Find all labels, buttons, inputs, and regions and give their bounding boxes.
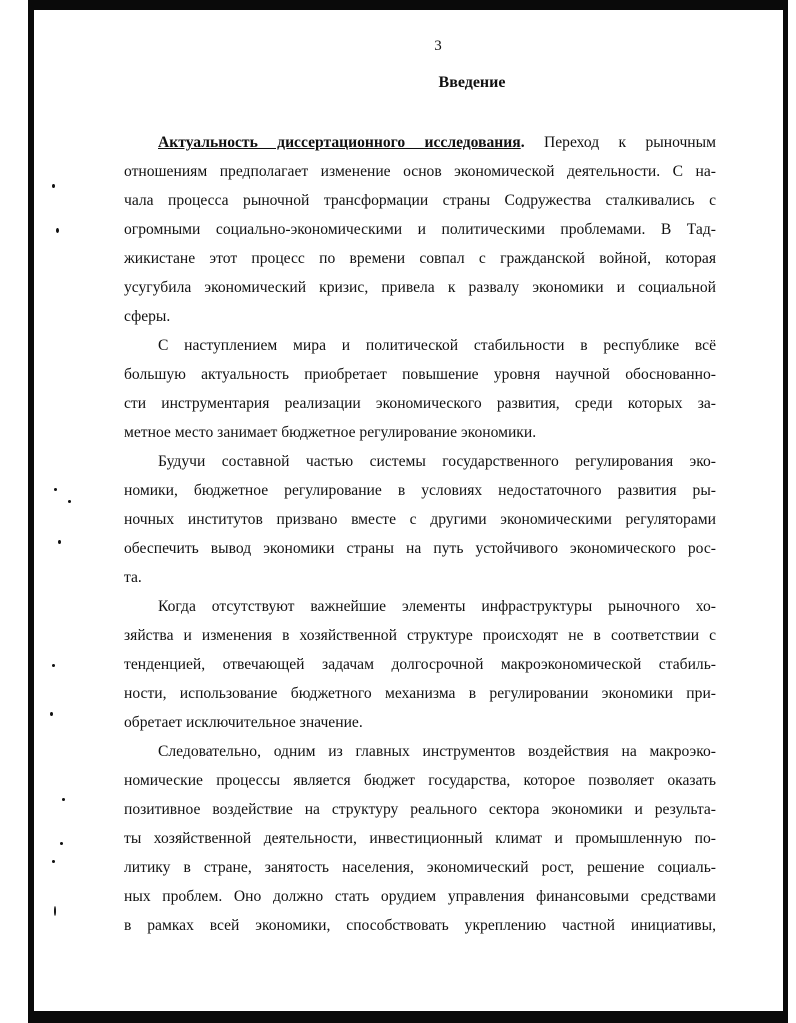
paragraph-line: ночных институтов призвано вместе с другими экономическими регуляторами — [124, 511, 716, 528]
scan-speck — [52, 184, 55, 188]
paragraph-line: С наступлением мира и политической стабильности в республике всё — [158, 337, 716, 354]
scan-speck — [58, 540, 61, 544]
section-heading: Актуальность диссертационного исследования — [158, 134, 521, 151]
paragraph — [124, 592, 716, 737]
scan-speck — [52, 860, 55, 863]
paragraph-line: ности, использование бюджетного механизма в регулировании экономики при- — [124, 685, 716, 702]
paragraph-line: жикистане этот процесс по времени совпал с гражданской войной, которая — [124, 250, 716, 267]
paragraph-line: метное место занимает бюджетное регулирование экономики. — [124, 424, 537, 441]
scan-speck — [56, 228, 59, 233]
paragraph-line: обеспечить вывод экономики страны на путь устойчивого экономического рос- — [124, 540, 716, 557]
paragraph — [124, 737, 716, 940]
scan-speck — [52, 664, 55, 667]
paragraph-line: ных проблем. Оно должно стать орудием управления финансовыми средствами — [124, 888, 716, 905]
paragraph-line: Будучи составной частью системы государственного регулирования эко- — [158, 453, 716, 470]
paragraph-line: в рамках всей экономики, способствовать укреплению частной инициативы, — [124, 917, 716, 934]
paragraph-line: усугубила экономический кризис, привела к развалу экономики и социальной — [124, 279, 716, 296]
paragraph-line: Следовательно, одним из главных инструментов воздействия на макроэко- — [158, 743, 716, 760]
scan-border-bottom — [28, 1011, 788, 1023]
body-text — [124, 128, 716, 940]
scan-speck — [54, 906, 56, 916]
scan-border-right — [783, 0, 788, 1023]
page-title: Введение — [438, 74, 506, 91]
paragraph-line: огромными социально-экономическими и политическими проблемами. В Тад- — [124, 221, 716, 238]
paragraph-line — [124, 128, 716, 157]
scan-speck — [60, 842, 63, 845]
paragraph-line: ты хозяйственной деятельности, инвестиционный климат и промышленную по- — [124, 830, 716, 847]
paragraph-line: большую актуальность приобретает повышение уровня научной обоснованно- — [124, 366, 716, 383]
paragraph-line: отношениям предполагает изменение основ экономической деятельности. С на- — [124, 163, 716, 180]
scan-speck — [54, 488, 57, 491]
paragraph-line: позитивное воздействие на структуру реального сектора экономики и результа- — [124, 801, 716, 818]
paragraph-line: Когда отсутствуют важнейшие элементы инфраструктуры рыночного хо- — [158, 598, 716, 615]
paragraph — [124, 128, 716, 331]
paragraph-line: зяйства и изменения в хозяйственной структуре происходят не в соответствии с — [124, 627, 716, 644]
paragraph — [124, 331, 716, 447]
paragraph-line: номики, бюджетное регулирование в условиях недостаточного развития ры- — [124, 482, 716, 499]
paragraph-line: обретает исключительное значение. — [124, 714, 363, 731]
paragraph-line: сти инструментария реализации экономического развития, среди которых за- — [124, 395, 716, 412]
paragraph — [124, 447, 716, 592]
paragraph-line: чала процесса рыночной трансформации страны Содружества сталкивались с — [124, 192, 716, 209]
paragraph-line: сферы. — [124, 308, 171, 325]
scan-border-left — [28, 0, 34, 1023]
paragraph-line: литику в стране, занятость населения, экономический рост, решение социаль- — [124, 859, 716, 876]
page-number: 3 — [434, 38, 442, 54]
heading-period: . — [520, 134, 525, 151]
paragraph-line: тенденцией, отвечающей задачам долгосрочной макроэкономической стабиль- — [124, 656, 716, 673]
scan-border-top — [28, 0, 788, 10]
scan-speck — [68, 500, 71, 503]
paragraph-line: та. — [124, 569, 142, 586]
line-text: Переход к рыночным — [524, 134, 716, 151]
scan-speck — [62, 798, 65, 801]
paragraph-line: номические процессы является бюджет государства, которое позволяет оказать — [124, 772, 716, 789]
scan-speck — [50, 712, 53, 716]
